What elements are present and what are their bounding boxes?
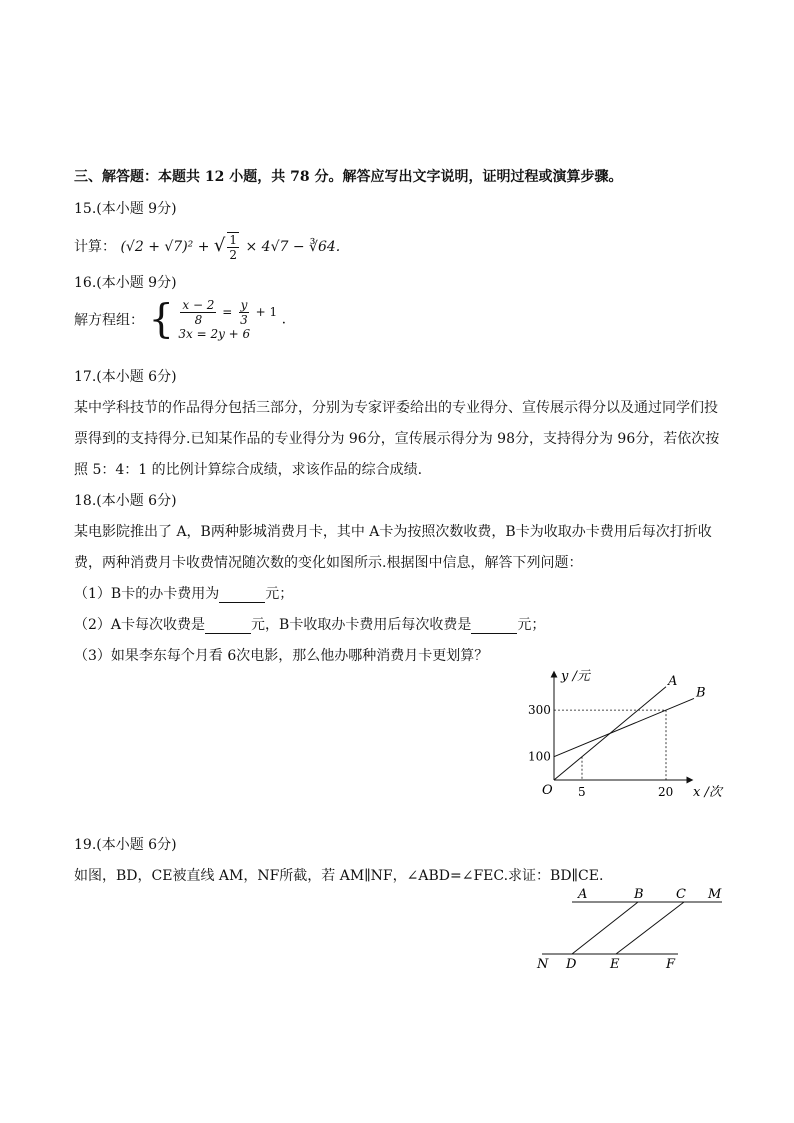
q15-term-a: (√2 + √7)² (120, 239, 194, 255)
label-d: D (566, 957, 577, 972)
q16-eq1-rhs-den: 3 (240, 313, 248, 327)
section-title: 三、解答题：本题共 12 小题，共 78 分。解答应写出文字说明，证明过程或演算步骤。 (74, 169, 623, 185)
q15-sqrt-fraction (227, 232, 239, 262)
label-e: E (610, 957, 620, 972)
y-axis-label: y /元 (561, 669, 590, 684)
q17-line3: 照 5：4：1 的比例计算综合成绩，求该作品的综合成绩. (74, 462, 423, 478)
q17-line1: 某中学科技节的作品得分包括三部分，分别为专家评委给出的专业得分、宣传展示得分以及通过同学们投 (74, 400, 718, 416)
x-tick-5: 5 (578, 785, 586, 799)
q19-header: 19.(本小题 6分) (74, 837, 177, 853)
q16-eq1-rhs (238, 298, 250, 327)
q16-eq1-tail: + 1 (255, 305, 278, 319)
q18-sub2 (74, 614, 545, 634)
q18-line2: 费，两种消费月卡收费情况随次数的变化如图所示.根据图中信息，解答下列问题： (74, 555, 583, 571)
q15-sqrt-den: 2 (229, 248, 238, 262)
label-c: C (676, 887, 686, 902)
q16-eq1 (178, 298, 277, 327)
label-n: N (537, 957, 549, 972)
y-tick-100: 100 (528, 749, 551, 764)
q18-header: 18.(本小题 6分) (74, 493, 177, 509)
q15-sqrt-num: 1 (229, 233, 238, 247)
q18-sub2-unit: 元； (517, 617, 546, 633)
figure-19 (532, 884, 732, 974)
x-axis-label: x /次 (693, 785, 722, 800)
label-a: A (578, 887, 588, 902)
q16-header: 16.(本小题 9分) (74, 275, 177, 291)
q18-sub1-unit: 元； (265, 586, 294, 602)
q18-line1: 某电影院推出了 A，B两种影城消费月卡，其中 A卡为按照次数收费，B卡为收取办卡费用后每次打折收 (74, 524, 712, 540)
q15-plus: + (197, 239, 210, 255)
q19-line1: 如图，BD，CE被直线 AM，NF所截，若 AM∥NF，∠ABD=∠FEC.求证：BD∥CE. (74, 868, 604, 884)
q16-eq1-rhs-num: y (240, 298, 248, 312)
q16-eq2: 3x = 2y + 6 (178, 327, 251, 341)
answer-blank[interactable] (219, 588, 265, 603)
origin-label: O (542, 783, 553, 798)
label-m: M (708, 887, 722, 902)
y-tick-300: 300 (528, 703, 551, 718)
segment-ce (616, 902, 684, 954)
label-b: B (634, 887, 644, 902)
q18-sub1-text: （1）B卡的办卡费用为 (74, 586, 220, 602)
q17-line2: 票得到的支持得分.已知某作品的专业得分为 96分，宣传展示得分为 98分，支持得分为 96分，若依次按 (74, 431, 720, 447)
q15-term-b: × 4√7 − ∛64. (245, 239, 341, 255)
q16-eq1-equals: = (222, 305, 233, 319)
series-line-b (554, 698, 694, 756)
cost-chart (520, 660, 760, 810)
q17-header: 17.(本小题 6分) (74, 369, 177, 385)
q16-prompt: 解方程组： (74, 312, 144, 329)
q18-sub2-text-b: 元，B卡收取办卡费用后每次收费是 (251, 617, 472, 633)
brace-icon: { (148, 296, 174, 343)
q18-sub2-text-a: （2）A卡每次收费是 (74, 617, 206, 633)
q16-eq1-lhs-den: 8 (194, 313, 203, 327)
segment-bd (572, 902, 638, 954)
q18-sub1 (74, 583, 293, 603)
series-label-b: B (696, 685, 706, 701)
q16-eq1-lhs-num: x − 2 (182, 298, 215, 312)
x-tick-20: 20 (658, 785, 674, 799)
q15-expression (74, 232, 340, 262)
label-f: F (666, 957, 676, 972)
sqrt-sign: √ (213, 235, 226, 256)
answer-blank[interactable] (205, 619, 251, 634)
q18-sub3: （3）如果李东每个月看 6次电影，那么他办哪种消费月卡更划算？ (74, 648, 489, 664)
q16-equations (178, 298, 277, 341)
q16-eq1-lhs (180, 298, 216, 327)
q16-system (74, 298, 286, 341)
q15-prompt: 计算： (74, 239, 116, 255)
q16-end: . (281, 311, 287, 328)
series-label-a: A (668, 673, 678, 689)
q15-header: 15.(本小题 9分) (74, 201, 177, 217)
answer-blank[interactable] (471, 619, 517, 634)
